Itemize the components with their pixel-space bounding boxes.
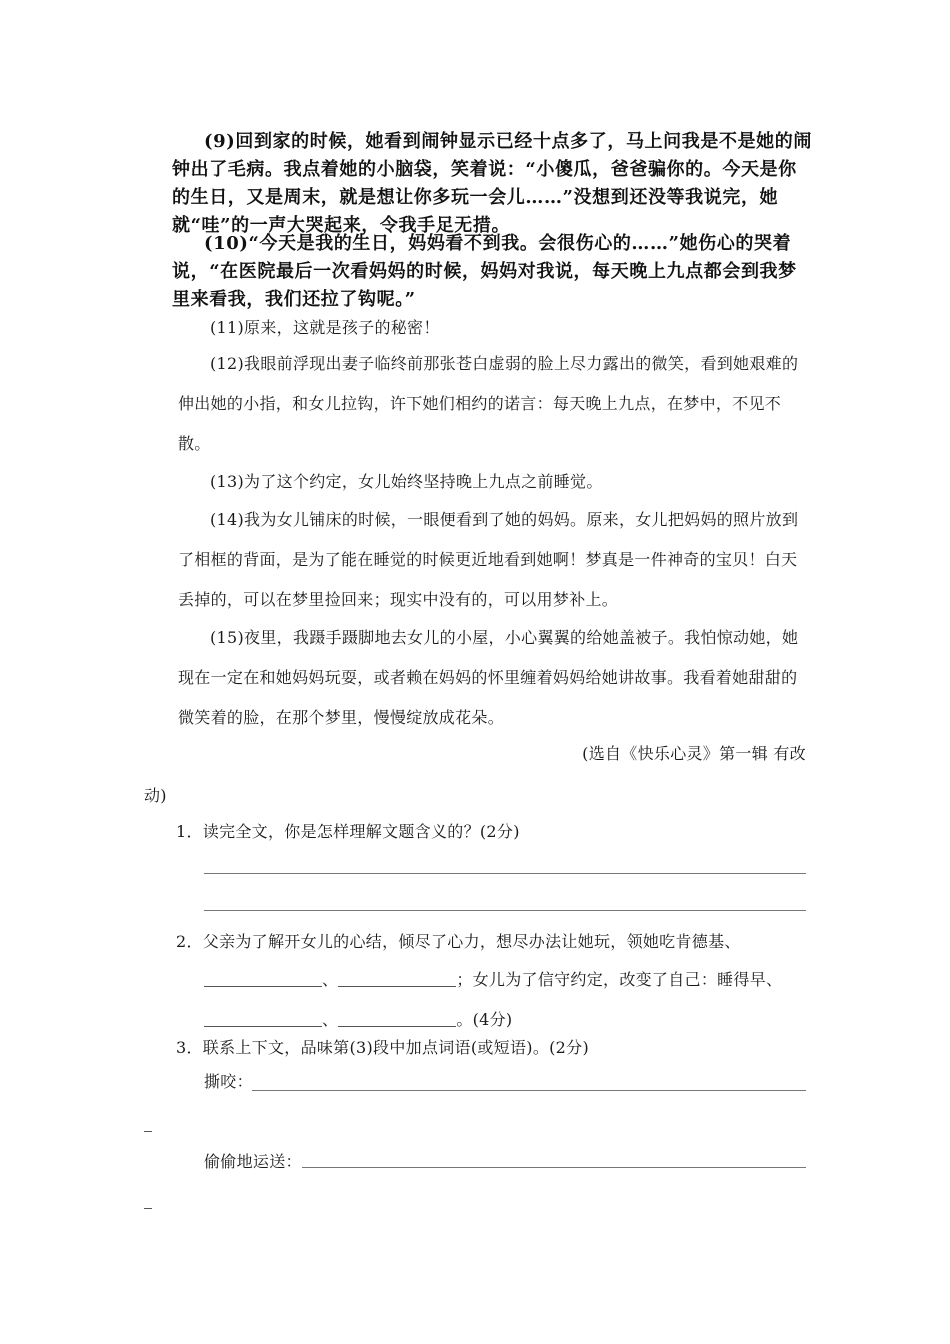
paragraph-12: (12)我眼前浮现出妻子临终前那张苍白虚弱的脸上尽力露出的微笑，看到她艰难的伸出她的小指，和女儿拉钩，许下她们相约的诺言：每天晚上九点，在梦中，不见不散。 <box>178 354 799 453</box>
question-2-text: ；女儿为了信守约定，改变了自己：睡得早、 <box>456 970 783 989</box>
answer-line[interactable] <box>204 873 806 874</box>
line-continuation-mark <box>144 1131 152 1132</box>
answer-blank[interactable] <box>338 970 456 987</box>
answer-blank[interactable] <box>204 1010 322 1027</box>
label-siyao: 撕咬： <box>204 1072 253 1091</box>
paragraph-10: (10)“今天是我的生日，妈妈看不到我。会很伤心的……”她伤心的哭着说，“在医院最后一次看妈妈的时候，妈妈对我说，每天晚上九点都会到我梦里来看我，我们还拉了钩呢。” <box>172 233 797 310</box>
answer-line[interactable] <box>204 910 806 911</box>
answer-line[interactable] <box>302 1167 806 1168</box>
answer-blank[interactable] <box>338 1010 456 1027</box>
question-3: 3．联系上下文，品味第(3)段中加点词语(或短语)。(2分) <box>176 1038 589 1057</box>
paragraph-9: (9)回到家的时候，她看到闹钟显示已经十点多了，马上问我是不是她的闹钟出了毛病。我点着她的小脑袋，笑着说：“小傻瓜，爸爸骗你的。今天是你的生日，又是周末，就是想让你多玩一会儿……”没想到还没等我说完，她就“哇”的一声大哭起来，令我手足无措。 <box>172 131 812 236</box>
question-2-score: 。(4分) <box>456 1010 513 1029</box>
paragraph-11: (11)原来，这就是孩子的秘密！ <box>210 318 440 337</box>
question-1: 1．读完全文，你是怎样理解文题含义的？(2分) <box>176 822 520 841</box>
paragraph-15: (15)夜里，我蹑手蹑脚地去女儿的小屋，小心翼翼的给她盖被子。我怕惊动她，她现在一定在和她妈妈玩耍，或者赖在妈妈的怀里缠着妈妈给她讲故事。我看着她甜甜的微笑着的脸，在那个梦里，慢慢绽放成花朵。 <box>178 628 799 727</box>
separator: 、 <box>322 970 339 989</box>
line-continuation-mark <box>144 1208 152 1209</box>
question-2-line-2 <box>204 960 782 1000</box>
source-note-end: 动) <box>144 786 167 805</box>
paragraph-14: (14)我为女儿铺床的时候，一眼便看到了她的妈妈。原来，女儿把妈妈的照片放到了相框的背面，是为了能在睡觉的时候更近地看到她啊！梦真是一件神奇的宝贝！白天丢掉的，可以在梦里捡回来；现实中没有的，可以用梦补上。 <box>178 510 799 609</box>
question-2: 2．父亲为了解开女儿的心结，倾尽了心力，想尽办法让她玩，领她吃肯德基、 <box>176 932 741 951</box>
answer-line[interactable] <box>252 1090 806 1091</box>
label-toutou-yunsong: 偷偷地运送： <box>204 1152 302 1171</box>
paragraph-13: (13)为了这个约定，女儿始终坚持晚上九点之前睡觉。 <box>210 472 603 491</box>
answer-blank[interactable] <box>204 970 322 987</box>
separator: 、 <box>322 1010 339 1029</box>
source-note: (选自《快乐心灵》第一辑 有改 <box>582 744 806 763</box>
